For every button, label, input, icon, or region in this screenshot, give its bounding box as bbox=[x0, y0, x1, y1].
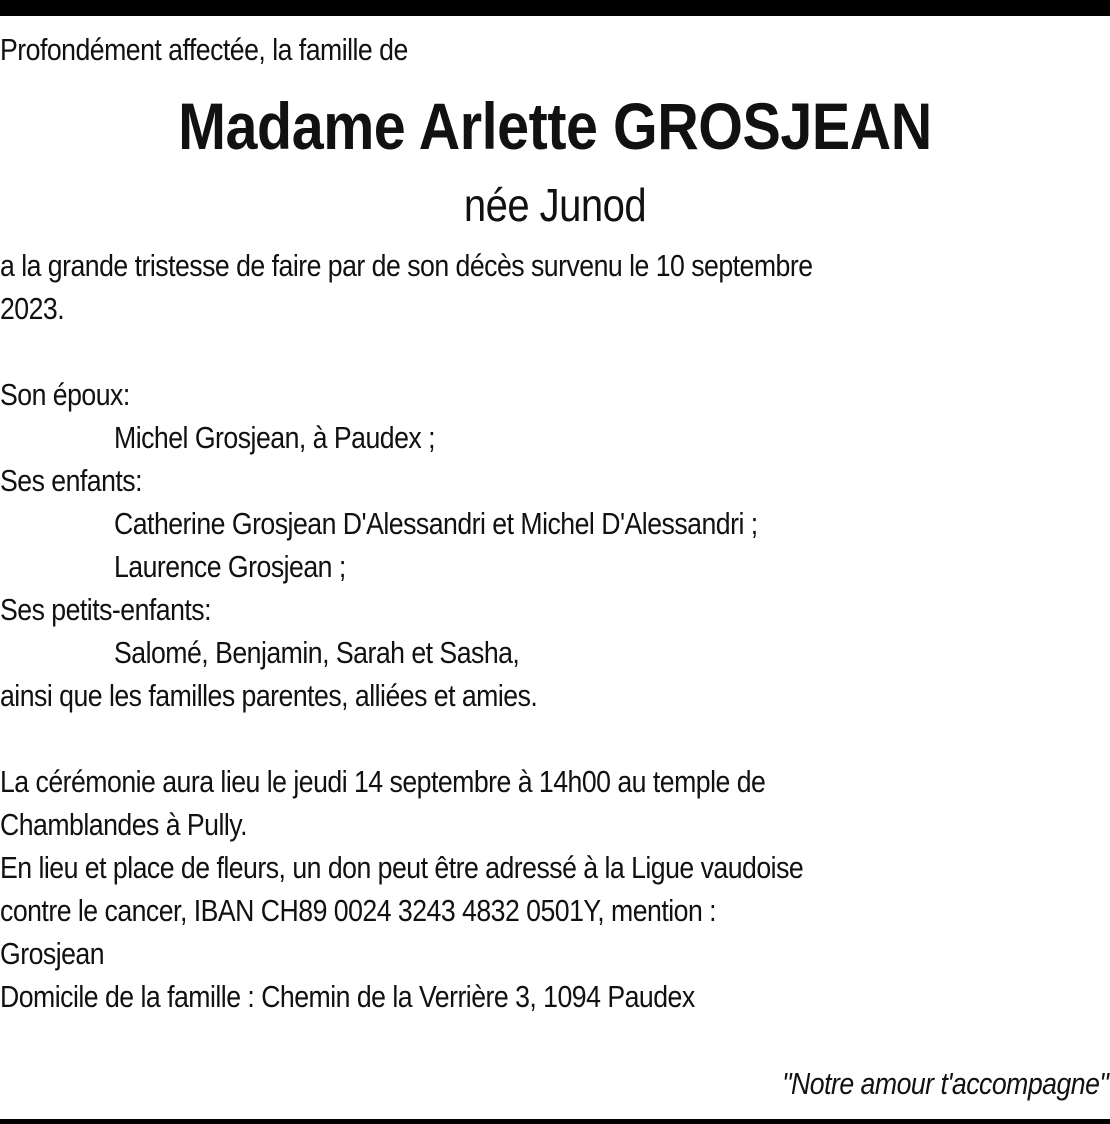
spouse-entry: Michel Grosjean, à Paudex ; bbox=[114, 420, 435, 455]
intro-line: Profondément affectée, la famille de bbox=[0, 32, 408, 67]
donation-line: En lieu et place de fleurs, un don peut être adressé à la Ligue vaudoise bbox=[0, 850, 804, 885]
donation-line: Grosjean bbox=[0, 936, 105, 971]
grandchildren-label: Ses petits-enfants: bbox=[0, 592, 212, 627]
ceremony-line: La cérémonie aura lieu le jeudi 14 septembre à 14h00 au temple de bbox=[0, 764, 766, 799]
closing-quote: "Notre amour t'accompagne" bbox=[781, 1066, 1108, 1101]
donation-line: contre le cancer, IBAN CH89 0024 3243 4832 0501Y, mention : bbox=[0, 893, 717, 928]
family-address: Domicile de la famille : Chemin de la Verrière 3, 1094 Paudex bbox=[0, 979, 695, 1014]
announcement-line: 2023. bbox=[0, 291, 65, 326]
spouse-label: Son époux: bbox=[0, 377, 130, 412]
children-label: Ses enfants: bbox=[0, 463, 143, 498]
announcement-line: a la grande tristesse de faire par de son décès survenu le 10 septembre bbox=[0, 248, 813, 283]
family-closing: ainsi que les familles parentes, alliées et amies. bbox=[0, 678, 538, 713]
birth-name: née Junod bbox=[463, 179, 647, 231]
child-entry: Catherine Grosjean D'Alessandri et Michel D'Alessandri ; bbox=[114, 506, 758, 541]
deceased-name: Madame Arlette GROSJEAN bbox=[178, 89, 932, 163]
grandchildren-entry: Salomé, Benjamin, Sarah et Sasha, bbox=[114, 635, 520, 670]
ceremony-line: Chamblandes à Pully. bbox=[0, 807, 248, 842]
bottom-border bbox=[0, 1119, 1110, 1124]
child-entry: Laurence Grosjean ; bbox=[114, 549, 346, 584]
